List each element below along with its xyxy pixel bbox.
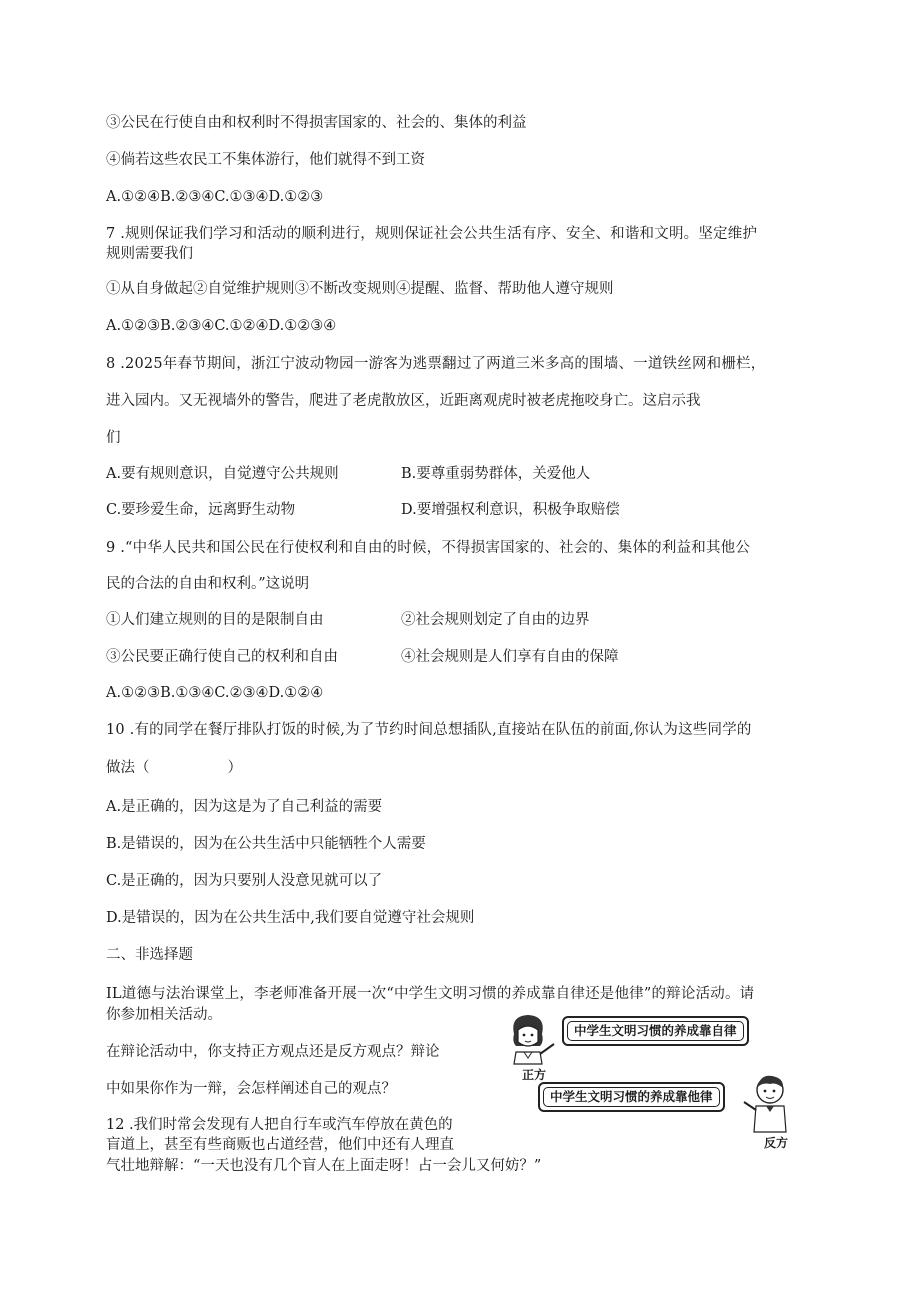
q8-stem-line-2: 进入园内。又无视墙外的警告，爬进了老虎散放区，近距离观虎时被老虎拖咬身亡。这启示我 <box>106 393 701 409</box>
q12-line-3: 气壮地辩解：“一天也没有几个盲人在上面走呀！占一会儿又何妨？” <box>106 1158 542 1174</box>
debate-figure <box>500 1008 800 1158</box>
q8-option-d: D.要增强权利意识，积极争取赔偿 <box>401 502 620 518</box>
q7-answer-choices: A.①②③B.②③④C.①②④D.①②③④ <box>106 318 337 334</box>
q8-option-b: B.要尊重弱势群体，关爱他人 <box>401 466 591 482</box>
con-student-icon <box>740 1072 796 1134</box>
q10-stem-suffix: ） <box>227 760 242 776</box>
q10-option-d: D.是错误的，因为在公共生活中,我们要自觉遵守社会规则 <box>106 910 475 926</box>
q9-option-3: ③公民要正确行使自己的权利和自由 <box>106 649 338 665</box>
q6-option-4: ④倘若这些农民工不集体游行，他们就得不到工资 <box>106 152 425 168</box>
pro-label: 正方 <box>522 1068 547 1082</box>
q8-stem-line-1: 8 .2025年春节期间，浙江宁波动物园一游客为逃票翻过了两道三米多高的围墙、一道铁丝网和栅栏， <box>106 356 766 372</box>
q12-line-2: 盲道上，甚至有些商贩也占道经营，他们中还有人理直 <box>106 1137 454 1153</box>
q10-option-b: B.是错误的，因为在公共生活中只能牺牲个人需要 <box>106 836 426 852</box>
q10-option-a: A.是正确的，因为这是为了自己利益的需要 <box>106 799 383 815</box>
q9-answer-choices: A.①②③B.①③④C.②③④D.①②④ <box>106 685 324 701</box>
section-heading: 二、非选择题 <box>106 947 193 963</box>
q10-stem-line-1: 10 .有的同学在餐厅排队打饭的时候,为了节约时间总想插队,直接站在队伍的前面,你认为这些同学的 <box>106 722 752 738</box>
con-label: 反方 <box>764 1136 789 1150</box>
q12-line-1: 12 .我们时常会发现有人把自行车或汽车停放在黄色的 <box>106 1117 453 1133</box>
pro-student-icon <box>504 1012 560 1066</box>
q9-stem-line-2: 民的合法的自由和权利。”这说明 <box>106 576 310 592</box>
q8-option-a: A.要有规则意识，自觉遵守公共规则 <box>106 466 339 482</box>
q11-line-3: 在辩论活动中，你支持正方观点还是反方观点？辩论 <box>106 1044 440 1060</box>
q6-option-3: ③公民在行使自由和权利时不得损害国家的、社会的、集体的利益 <box>106 115 527 131</box>
q10-stem-line-2 <box>106 759 242 777</box>
q11-line-2: 你参加相关活动。 <box>106 1007 222 1023</box>
q9-option-4: ④社会规则是人们享有自由的保障 <box>401 649 619 665</box>
q9-option-1: ①人们建立规则的目的是限制自由 <box>106 612 324 628</box>
q8-option-c: C.要珍爱生命，远离野生动物 <box>106 502 296 518</box>
q9-stem-line-1: 9 .“中华人民共和国公民在行使权利和自由的时候，不得损害国家的、社会的、集体的利益和其他公 <box>106 540 751 556</box>
q7-stem-line-2: 规则需要我们 <box>106 246 193 262</box>
q9-option-2: ②社会规则划定了自由的边界 <box>401 612 590 628</box>
q6-answer-choices: A.①②④B.②③④C.①③④D.①②③ <box>106 189 324 205</box>
q8-stem-line-3: 们 <box>106 430 121 446</box>
q11-line-4: 中如果你作为一辩，会怎样阐述自己的观点？ <box>106 1081 396 1097</box>
con-speech-bubble: 中学生文明习惯的养成靠他律 <box>538 1082 725 1112</box>
q10-option-c: C.是正确的，因为只要别人没意见就可以了 <box>106 873 383 889</box>
q7-options: ①从自身做起②自觉维护规则③不断改变规则④提醒、监督、帮助他人遵守规则 <box>106 281 614 297</box>
q11-line-1: IL道德与法治课堂上，李老师准备开展一次“中学生文明习惯的养成靠自律还是他律”的辩论活动。请 <box>106 986 755 1002</box>
q7-stem-line-1: 7 .规则保证我们学习和活动的顺利进行，规则保证社会公共生活有序、安全、和谐和文明。坚定维护 <box>106 226 758 242</box>
pro-speech-bubble: 中学生文明习惯的养成靠自律 <box>562 1016 749 1046</box>
q10-stem-prefix: 做法（ <box>106 760 150 776</box>
